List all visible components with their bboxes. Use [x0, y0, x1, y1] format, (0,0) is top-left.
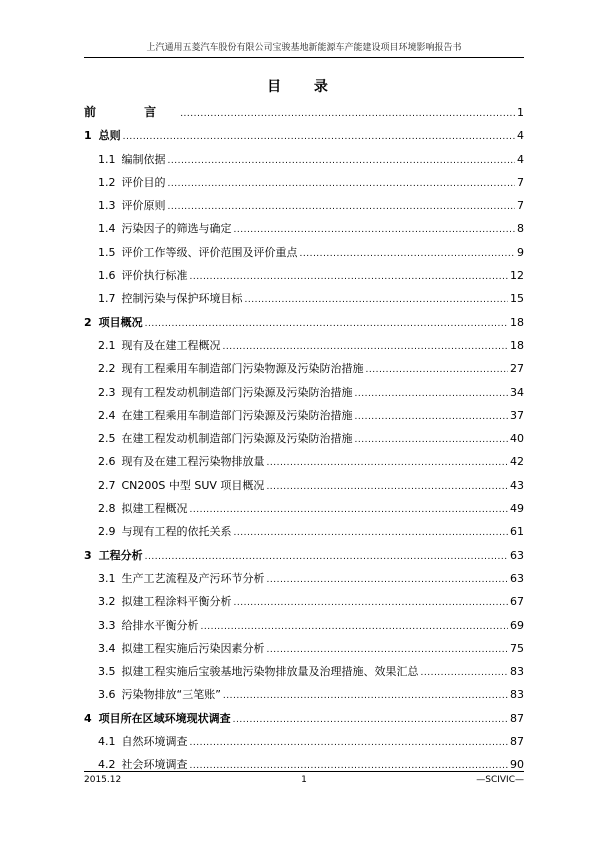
toc-entry-title: 与现有工程的依托关系: [121, 525, 232, 539]
toc-entry-title: 现有及在建工程污染物排放量: [121, 455, 265, 469]
toc-entry-number: 1.4: [98, 222, 116, 236]
toc-entry-number: 3.1: [98, 571, 116, 585]
toc-entry-title: 前 言: [84, 105, 179, 119]
toc-entry[interactable]: [84, 660, 524, 683]
toc-entry-number: 3.3: [98, 618, 116, 632]
toc-entry-page: 1: [517, 106, 524, 119]
toc-entry-number: 1: [84, 129, 92, 143]
toc-entry-page: 27: [510, 362, 524, 376]
toc-entry[interactable]: [84, 590, 524, 613]
toc-entry-number: 2: [84, 315, 92, 329]
toc-entry-number: 1.2: [98, 175, 116, 189]
toc-entry-title: 现有工程发动机制造部门污染源及污染防治措施: [121, 385, 353, 399]
toc-entry-title: 工程分析: [98, 548, 143, 562]
toc-entry[interactable]: [84, 124, 524, 147]
dot-leader: [168, 148, 516, 171]
toc-entry-page: 34: [510, 385, 524, 399]
toc-entry-page: 63: [510, 571, 524, 585]
dot-leader: [267, 567, 509, 590]
toc-entry-title: 污染因子的筛选与确定: [121, 222, 232, 236]
toc-entry[interactable]: [84, 311, 524, 334]
toc-entry-title: 自然环境调查: [121, 735, 188, 749]
dot-leader: [266, 474, 508, 497]
toc-entry-page: 83: [510, 665, 524, 679]
dot-leader: [168, 194, 516, 217]
toc-entry-title: 评价原则: [121, 199, 166, 213]
toc-entry-number: 1.3: [98, 199, 116, 213]
toc-entry[interactable]: [84, 707, 524, 730]
toc-entry-title: 在建工程乘用车制造部门污染源及污染防治措施: [121, 408, 353, 422]
dot-leader: [234, 590, 509, 613]
toc-entry-number: 2.3: [98, 385, 116, 399]
footer-divider: [84, 771, 524, 772]
toc-entry-number: 2.1: [98, 338, 116, 352]
footer-org: —SCIVIC—: [476, 775, 524, 785]
toc-entry-number: 2.4: [98, 408, 116, 422]
toc-entry[interactable]: [84, 683, 524, 706]
footer-page-number: 1: [301, 775, 307, 785]
toc-entry-title: 评价目的: [121, 175, 166, 189]
dot-leader: [190, 730, 509, 753]
toc-entry-title: 总则: [98, 129, 121, 143]
dot-leader: [234, 217, 516, 240]
toc-entry-page: 7: [517, 175, 524, 189]
toc-entry-number: 1.5: [98, 245, 116, 259]
toc-entry-page: 83: [510, 688, 524, 702]
toc-entry-page: 15: [510, 292, 524, 306]
footer-date: 2015.12: [84, 775, 122, 785]
toc-entry[interactable]: [84, 544, 524, 567]
toc-entry[interactable]: [84, 614, 524, 637]
toc-entry-page: 90: [510, 758, 524, 772]
toc-entry-page: 40: [510, 432, 524, 446]
toc-entry[interactable]: [84, 637, 524, 660]
dot-leader: [267, 450, 509, 473]
dot-leader: [355, 381, 509, 404]
toc-entry-number: 3: [84, 548, 92, 562]
dot-leader: [190, 753, 509, 776]
toc-entry-page: 18: [510, 315, 524, 329]
toc-entry[interactable]: [84, 497, 524, 520]
toc-entry-title: 拟建工程概况: [121, 502, 188, 516]
toc-entry-number: 4.2: [98, 758, 116, 772]
toc-entry[interactable]: [84, 148, 524, 171]
toc-entry-number: 1.1: [98, 152, 116, 166]
running-header: 上汽通用五菱汽车股份有限公司宝骏基地新能源车产能建设项目环境影响报告书: [146, 43, 462, 53]
toc-entry[interactable]: [84, 217, 524, 240]
toc-entry[interactable]: [84, 171, 524, 194]
toc-entry-page: 9: [517, 245, 524, 259]
toc-entry-page: 63: [510, 548, 524, 562]
toc-entry-number: 4: [84, 711, 92, 725]
toc-entry-page: 75: [510, 641, 524, 655]
toc-entry[interactable]: [84, 567, 524, 590]
dot-leader: [180, 101, 515, 124]
toc-entry[interactable]: [84, 427, 524, 450]
dot-leader: [421, 660, 509, 683]
toc-entry[interactable]: [84, 241, 524, 264]
toc-entry[interactable]: [84, 287, 524, 310]
toc-entry-number: 3.2: [98, 595, 116, 609]
toc-entry-page: 12: [510, 269, 524, 283]
toc-entry-number: 3.5: [98, 665, 116, 679]
toc-entry-page: 67: [510, 595, 524, 609]
toc-entry-page: 49: [510, 502, 524, 516]
toc-entry[interactable]: [84, 334, 524, 357]
dot-leader: [355, 427, 509, 450]
toc-entry-number: 2.9: [98, 525, 116, 539]
toc-entry-title: 污染物排放“三笔账”: [121, 688, 221, 702]
toc-entry-page: 18: [510, 338, 524, 352]
toc-entry-page: 87: [510, 711, 524, 725]
toc-entry[interactable]: [84, 194, 524, 217]
toc-entry-title: 拟建工程实施后宝骏基地污染物排放量及治理措施、效果汇总: [121, 665, 419, 679]
header-divider: [84, 57, 524, 58]
table-of-contents: [84, 101, 524, 777]
toc-entry-number: 3.6: [98, 688, 116, 702]
toc-entry-number: 2.5: [98, 432, 116, 446]
toc-entry-number: 2.8: [98, 502, 116, 516]
toc-entry-title: 拟建工程涂料平衡分析: [121, 595, 232, 609]
toc-entry-number: 1.7: [98, 292, 116, 306]
toc-entry-number: 4.1: [98, 735, 116, 749]
toc-entry[interactable]: [84, 520, 524, 543]
toc-entry-page: 8: [517, 222, 524, 236]
toc-entry-title: 给排水平衡分析: [121, 618, 199, 632]
toc-entry-title: 拟建工程实施后污染因素分析: [121, 641, 265, 655]
toc-entry[interactable]: [84, 450, 524, 473]
toc-entry-title: 在建工程发动机制造部门污染源及污染防治措施: [121, 432, 353, 446]
toc-entry-title: 编制依据: [121, 152, 166, 166]
toc-entry-page: 61: [510, 525, 524, 539]
toc-entry-title: 评价工作等级、评价范围及评价重点: [121, 245, 298, 259]
dot-leader: [233, 707, 508, 730]
toc-entry[interactable]: [84, 730, 524, 753]
toc-entry[interactable]: [84, 357, 524, 380]
dot-leader: [234, 520, 509, 543]
dot-leader: [190, 264, 509, 287]
dot-leader: [245, 287, 509, 310]
dot-leader: [190, 497, 509, 520]
toc-entry-title: 项目所在区域环境现状调查: [98, 711, 231, 725]
toc-entry-title: 项目概况: [98, 315, 143, 329]
dot-leader: [201, 614, 509, 637]
toc-entry-title: 控制污染与保护环境目标: [121, 292, 243, 306]
dot-leader: [355, 404, 509, 427]
toc-entry-number: 3.4: [98, 641, 116, 655]
dot-leader: [300, 241, 516, 264]
toc-entry[interactable]: [84, 264, 524, 287]
toc-entry-title: CN200S 中型 SUV 项目概况: [121, 478, 265, 492]
toc-entry-title: 评价执行标准: [121, 269, 188, 283]
toc-entry-page: 4: [517, 129, 524, 143]
dot-leader: [123, 124, 515, 147]
toc-entry-title: 生产工艺流程及产污环节分析: [121, 571, 265, 585]
dot-leader: [145, 544, 508, 567]
toc-entry-page: 42: [510, 455, 524, 469]
toc-entry[interactable]: [84, 404, 524, 427]
toc-entry-page: 7: [517, 199, 524, 213]
toc-entry-page: 43: [510, 478, 524, 492]
dot-leader: [366, 357, 509, 380]
toc-entry-title: 社会环境调查: [121, 758, 188, 772]
toc-entry-title: 现有工程乘用车制造部门污染物源及污染防治措施: [121, 362, 364, 376]
toc-entry-title: 现有及在建工程概况: [121, 338, 221, 352]
toc-entry-number: 2.6: [98, 455, 116, 469]
toc-entry[interactable]: [84, 381, 524, 404]
toc-entry-number: 2.7: [98, 478, 116, 492]
dot-leader: [168, 171, 516, 194]
toc-title: 目 录: [267, 79, 342, 95]
dot-leader: [223, 683, 508, 706]
toc-entry-page: 69: [510, 618, 524, 632]
toc-entry[interactable]: [84, 474, 524, 497]
dot-leader: [267, 637, 509, 660]
toc-entry-page: 4: [517, 152, 524, 166]
toc-entry-number: 1.6: [98, 269, 116, 283]
dot-leader: [223, 334, 509, 357]
toc-entry[interactable]: [84, 753, 524, 776]
dot-leader: [145, 311, 508, 334]
toc-entry[interactable]: [84, 101, 524, 124]
toc-entry-page: 37: [510, 408, 524, 422]
toc-entry-number: 2.2: [98, 362, 116, 376]
toc-entry-page: 87: [510, 735, 524, 749]
